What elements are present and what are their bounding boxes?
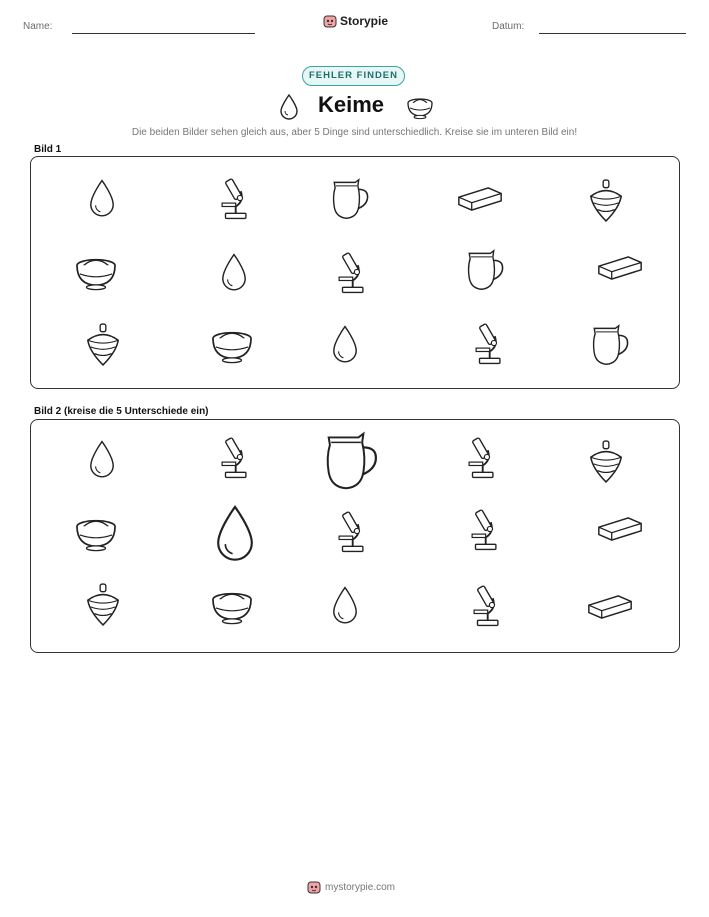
jug-icon[interactable] (464, 248, 506, 292)
picture1-label: Bild 1 (34, 144, 62, 155)
drop-icon[interactable] (329, 323, 361, 367)
date-line[interactable] (539, 33, 686, 34)
picture1-panel[interactable] (30, 156, 680, 389)
microscope-icon[interactable] (464, 434, 498, 480)
date-label: Datum: (492, 21, 525, 32)
storypie-mascot-icon (307, 880, 321, 894)
drop-icon[interactable] (329, 584, 361, 628)
spinning-top-icon[interactable] (84, 323, 122, 367)
name-line[interactable] (72, 33, 255, 34)
soap-icon[interactable] (597, 514, 643, 544)
spinning-top-icon[interactable] (587, 440, 625, 484)
title-row (0, 92, 709, 122)
instructions: Die beiden Bilder sehen gleich aus, aber 5 Dinge sind unterschiedlich. Kreise sie im unteren Bild ein! (131, 127, 578, 138)
microscope-icon[interactable] (217, 434, 251, 480)
activity-badge: FEHLER FINDEN (302, 66, 405, 86)
bowl-icon[interactable] (209, 588, 255, 626)
name-label: Name: (23, 21, 53, 32)
spinning-top-icon[interactable] (84, 583, 122, 627)
bowl-icon[interactable] (73, 254, 119, 292)
page-title: Keime (318, 92, 385, 117)
microscope-icon[interactable] (471, 320, 505, 366)
soap-icon[interactable] (597, 253, 643, 283)
drop-icon (279, 94, 299, 120)
microscope-icon[interactable] (217, 175, 251, 221)
bowl-icon (405, 94, 435, 120)
drop-icon[interactable] (218, 251, 250, 295)
spinning-top-icon[interactable] (587, 179, 625, 223)
microscope-icon[interactable] (467, 506, 501, 552)
picture2-label: Bild 2 (kreise die 5 Unterschiede ein) (34, 406, 209, 417)
jug-icon[interactable] (329, 177, 371, 221)
picture2-panel[interactable] (30, 419, 680, 653)
soap-icon[interactable] (587, 592, 633, 622)
footer (307, 880, 395, 894)
drop-icon[interactable] (211, 502, 259, 567)
microscope-icon[interactable] (469, 582, 503, 628)
microscope-icon[interactable] (334, 249, 368, 295)
brand-name: Storypie (340, 14, 389, 28)
jug-icon[interactable] (589, 323, 631, 367)
brand-logo (323, 14, 388, 28)
bowl-icon[interactable] (209, 327, 255, 365)
soap-icon[interactable] (457, 184, 503, 214)
jug-icon[interactable] (321, 430, 381, 492)
drop-icon[interactable] (86, 177, 118, 221)
footer-link[interactable]: mystorypie.com (325, 881, 396, 893)
storypie-mascot-icon (323, 14, 337, 28)
microscope-icon[interactable] (334, 508, 368, 554)
drop-icon[interactable] (86, 438, 118, 482)
bowl-icon[interactable] (73, 515, 119, 553)
